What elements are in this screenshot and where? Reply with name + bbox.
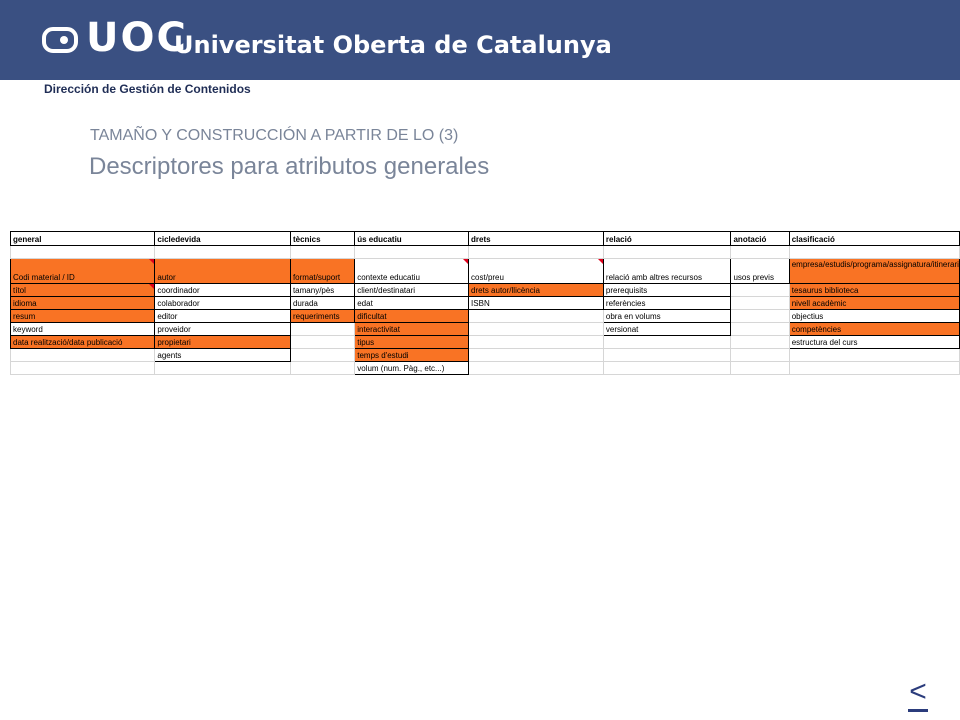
sheet-cell: tesaurus biblioteca	[789, 284, 959, 297]
sheet-cell: client/destinatari	[355, 284, 469, 297]
sheet-cell	[789, 246, 959, 259]
sheet-cell	[469, 362, 604, 375]
table-row	[11, 349, 960, 362]
sheet-header-row	[11, 232, 960, 246]
sheet-cell: tipus	[355, 336, 469, 349]
column-header-cicledevida: cicledevida	[155, 232, 291, 246]
sheet-cell: keyword	[11, 323, 155, 336]
sheet-cell: interactivitat	[355, 323, 469, 336]
sheet-cell	[290, 323, 354, 336]
sheet-cell	[731, 246, 789, 259]
sheet-cell	[789, 349, 959, 362]
sheet-cell: colaborador	[155, 297, 291, 310]
column-header-tecnics: tècnics	[290, 232, 354, 246]
sheet-cell: editor	[155, 310, 291, 323]
sheet-cell: propietari	[155, 336, 291, 349]
sheet-cell: ISBN	[469, 297, 604, 310]
sheet-cell: durada	[290, 297, 354, 310]
table-row	[11, 362, 960, 375]
sheet-cell	[11, 362, 155, 375]
sheet-spacer-row	[11, 246, 960, 259]
sheet-cell: temps d'estudi	[355, 349, 469, 362]
sheet-cell: idioma	[11, 297, 155, 310]
sheet-cell: tamany/pès	[290, 284, 354, 297]
sheet-cell	[731, 297, 789, 310]
sheet-cell	[290, 362, 354, 375]
table-row	[11, 336, 960, 349]
table-row	[11, 284, 960, 297]
back-nav-button[interactable]	[904, 676, 932, 712]
column-header-clasificacio: clasificació	[789, 232, 959, 246]
sheet-cell	[603, 246, 731, 259]
uoc-logo-icon	[42, 27, 78, 53]
sheet-cell	[731, 336, 789, 349]
sheet-cell	[290, 349, 354, 362]
sheet-cell	[731, 284, 789, 297]
sheet-cell: estructura del curs	[789, 336, 959, 349]
sheet-cell	[731, 323, 789, 336]
sheet-cell	[155, 246, 291, 259]
back-arrow-icon: <	[909, 675, 927, 708]
sheet-cell: empresa/estudis/programa/assignatura/itinerari	[789, 259, 959, 284]
sheet-cell	[469, 310, 604, 323]
sheet-cell: contexte educatiu	[355, 259, 469, 284]
column-header-general: general	[11, 232, 155, 246]
table-row	[11, 259, 960, 284]
sheet-cell: nivell acadèmic	[789, 297, 959, 310]
table-row	[11, 297, 960, 310]
sheet-cell: objectius	[789, 310, 959, 323]
sheet-cell	[469, 323, 604, 336]
sheet-cell	[731, 362, 789, 375]
sheet-cell: usos previs	[731, 259, 789, 284]
logo-abbreviation: UOC	[86, 15, 188, 61]
sheet-cell: competències	[789, 323, 959, 336]
sheet-cell	[469, 349, 604, 362]
sheet-cell: proveidor	[155, 323, 291, 336]
sheet-cell	[290, 336, 354, 349]
sheet-cell: volum (num. Pàg., etc...)	[355, 362, 469, 375]
header-banner	[0, 0, 960, 80]
department-label: Dirección de Gestión de Contenidos	[44, 82, 251, 96]
sheet-cell: prerequisits	[603, 284, 731, 297]
sheet-cell: coordinador	[155, 284, 291, 297]
descriptors-spreadsheet	[10, 231, 960, 375]
logo-university-name: Universitat Oberta de Catalunya	[174, 31, 612, 59]
column-header-us-educatiu: ús educatiu	[355, 232, 469, 246]
sheet-cell: versionat	[603, 323, 731, 336]
table-row	[11, 323, 960, 336]
column-header-anotacio: anotació	[731, 232, 789, 246]
sheet-cell: dificultat	[355, 310, 469, 323]
sheet-cell	[603, 349, 731, 362]
table-row	[11, 310, 960, 323]
sheet-cell: títol	[11, 284, 155, 297]
sheet-cell	[11, 349, 155, 362]
sheet-cell	[355, 246, 469, 259]
slide-subtitle: TAMAÑO Y CONSTRUCCIÓN A PARTIR DE LO (3)	[90, 127, 459, 144]
sheet-cell	[603, 336, 731, 349]
sheet-cell: cost/preu	[469, 259, 604, 284]
sheet-cell: resum	[11, 310, 155, 323]
column-header-relacio: relació	[603, 232, 731, 246]
sheet-cell: autor	[155, 259, 291, 284]
sheet-cell	[731, 310, 789, 323]
sheet-cell	[290, 246, 354, 259]
column-header-drets: drets	[469, 232, 604, 246]
sheet-cell	[469, 246, 604, 259]
sheet-cell: requeriments	[290, 310, 354, 323]
sheet-cell: format/suport	[290, 259, 354, 284]
sheet-cell	[603, 362, 731, 375]
sheet-cell: obra en volums	[603, 310, 731, 323]
sheet-cell	[469, 336, 604, 349]
slide-title: Descriptores para atributos generales	[89, 153, 490, 180]
sheet-cell: referències	[603, 297, 731, 310]
sheet-cell	[731, 349, 789, 362]
sheet-cell: relació amb altres recursos	[603, 259, 731, 284]
sheet-cell	[11, 246, 155, 259]
sheet-cell	[789, 362, 959, 375]
sheet-cell: Codi material / ID	[11, 259, 155, 284]
sheet-cell: drets autor/llicència	[469, 284, 604, 297]
sheet-cell: agents	[155, 349, 291, 362]
underline-bar	[908, 709, 928, 712]
sheet-cell: edat	[355, 297, 469, 310]
sheet-cell: data realització/data publicació	[11, 336, 155, 349]
sheet-cell	[155, 362, 291, 375]
